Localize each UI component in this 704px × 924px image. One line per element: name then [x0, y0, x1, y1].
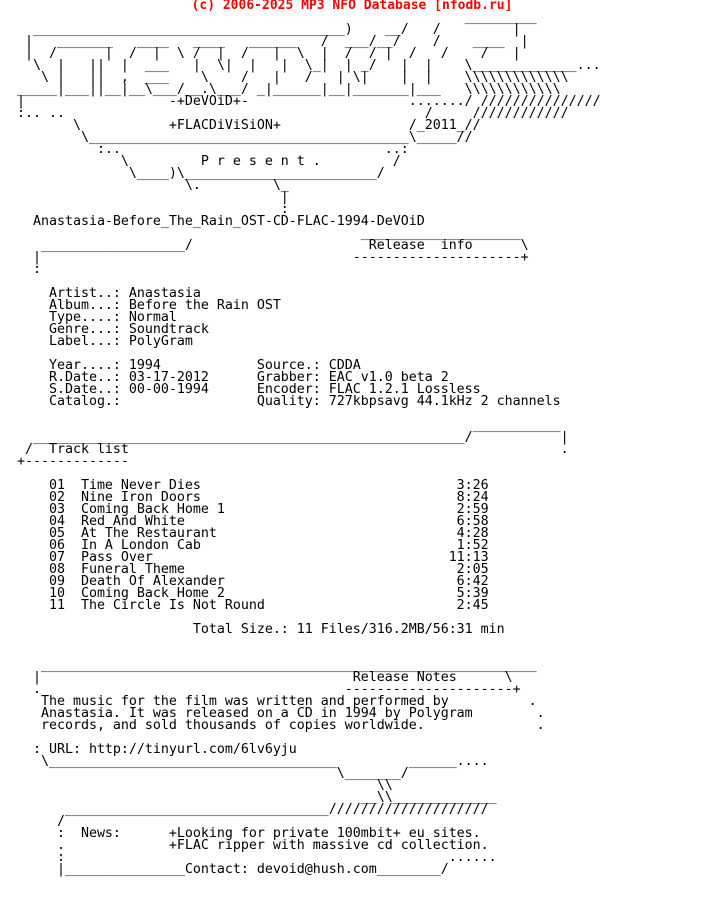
nfo-line: Label...: PolyGram: [17, 334, 193, 349]
nfo-line: :: [17, 262, 41, 277]
nfo-line: ____________________: [17, 226, 521, 241]
nfo-line: \ P r e s e n t . /: [17, 154, 401, 169]
nfo-line: 06 In A London Cab 1:52: [17, 538, 489, 553]
nfo-line: | -+DeVOiD+- ......./ ///////////////: [17, 94, 601, 109]
nfo-line: | ---------------------+: [17, 250, 529, 265]
nfo-line: \_______/: [17, 766, 409, 781]
nfo-line: _________________________________////////////////////: [17, 802, 489, 817]
nfo-line: _____|___||__|__\___/__.\___/ _|______|__|_______|___ \\\\\\\\\\\\: [17, 82, 561, 97]
nfo-line: __________________/ Release info \: [17, 238, 529, 253]
nfo-line: 04 Red And White 6:58: [17, 514, 489, 529]
nfo-line: 10 Coming Back Home 2 5:39: [17, 586, 489, 601]
nfo-line: | / | / | \ / | / | \ | / / | / / / |: [17, 46, 529, 61]
nfo-line: : News: +Looking for private 100mbit+ eu sites.: [17, 826, 481, 841]
nfo-line: S.Date..: 00-00-1994 Encoder: FLAC 1.2.1 Lossless: [17, 382, 481, 397]
nfo-line: Type....: Normal: [17, 310, 177, 325]
nfo-line: +-------------: [17, 454, 129, 469]
nfo-line: _________: [17, 10, 537, 25]
nfo-line: 05 At The Restaurant 4:28: [17, 526, 489, 541]
nfo-line: Total Size.: 11 Files/316.2MB/56:31 min: [17, 622, 505, 637]
nfo-line: Year....: 1994 Source.: CDDA: [17, 358, 361, 373]
nfo-line: records, and sold thousands of copies worldwide. .: [17, 718, 545, 733]
nfo-line: ______________________________________________________/ |: [17, 430, 569, 445]
nfo-line: : URL: http://tinyurl.com/6lv6yju: [17, 742, 297, 757]
nfo-line: :.. ..:: [17, 142, 409, 157]
nfo-line: ______________________________________________________________: [17, 658, 537, 673]
nfo-line: :: [17, 202, 289, 217]
nfo-line: __\\_____________: [17, 790, 497, 805]
nfo-line: 09 Death Of Alexander 6:42: [17, 574, 489, 589]
nfo-line: Artist..: Anastasia: [17, 286, 201, 301]
nfo-line: :.. .. / ////////////: [17, 106, 569, 121]
nfo-line: \____)\________________________/: [17, 166, 385, 181]
nfodb-link[interactable]: MP3 NFO Database [nfodb.ru]: [301, 0, 513, 13]
nfo-line: \________________________________________\_____//: [17, 130, 473, 145]
nfo-line: : ......: [17, 850, 497, 865]
nfo-line: _______________________________________) __/ / |: [17, 22, 521, 37]
nfo-line: 07 Pass Over 11:13: [17, 550, 489, 565]
nfo-line: ___________: [17, 418, 561, 433]
nfo-line: 03 Coming Back Home 1 2:59: [17, 502, 489, 517]
nfo-line: \ +FLACDiViSiON+ /_2011_//: [17, 118, 481, 133]
nfo-line: |: [17, 190, 289, 205]
nfo-line: Album...: Before the Rain OST: [17, 298, 281, 313]
copyright-text: (c) 2006-2025: [191, 0, 302, 13]
nfo-line: 08 Funeral Theme 2:05: [17, 562, 489, 577]
nfo-line: \\: [17, 778, 393, 793]
nfo-text-block: [17, 12, 601, 876]
nfo-line: \. \_: [17, 178, 289, 193]
nfo-line: 01 Time Never Dies 3:26: [17, 478, 489, 493]
nfo-line: The music for the film was written and performed by .: [17, 694, 537, 709]
nfo-line: | _______ ____ ____ ______ / ___/__/ / ____ |: [17, 34, 529, 49]
nfo-line: |_______________Contact: devoid@hush.com________/: [17, 862, 449, 877]
nfo-line: Anastasia-Before_The_Rain_OST-CD-FLAC-1994-DeVOiD: [17, 214, 425, 229]
nfo-line: \____________________________________ ______....: [17, 754, 489, 769]
nfo-line: . ---------------------+: [17, 682, 521, 697]
nfo-line: 11 The Circle Is Not Round 2:45: [17, 598, 489, 613]
nfo-line: . +FLAC ripper with massive cd collection.: [17, 838, 489, 853]
nfo-line: / Track list .: [17, 442, 569, 457]
nfo-line: Catalog.: Quality: 727kbpsavg 44.1kHz 2 channels: [17, 394, 561, 409]
nfo-line: \ | || , ___ \ / | / | \| | | \\\\\\\\\\\\\: [17, 70, 569, 85]
nfo-line: Genre...: Soundtrack: [17, 322, 209, 337]
nfo-line: \ | || | ___ | \| | | \_| | _/ | | \_____________...: [17, 58, 601, 73]
nfo-line: Anastasia. It was released on a CD in 1994 by Polygram .: [17, 706, 545, 721]
nfo-line: /: [17, 814, 65, 829]
nfo-line: | Release Notes \: [17, 670, 513, 685]
nfo-line: R.Date..: 03-17-2012 Grabber: EAC v1.0 beta 2: [17, 370, 449, 385]
nfo-line: 02 Nine Iron Doors 8:24: [17, 490, 489, 505]
